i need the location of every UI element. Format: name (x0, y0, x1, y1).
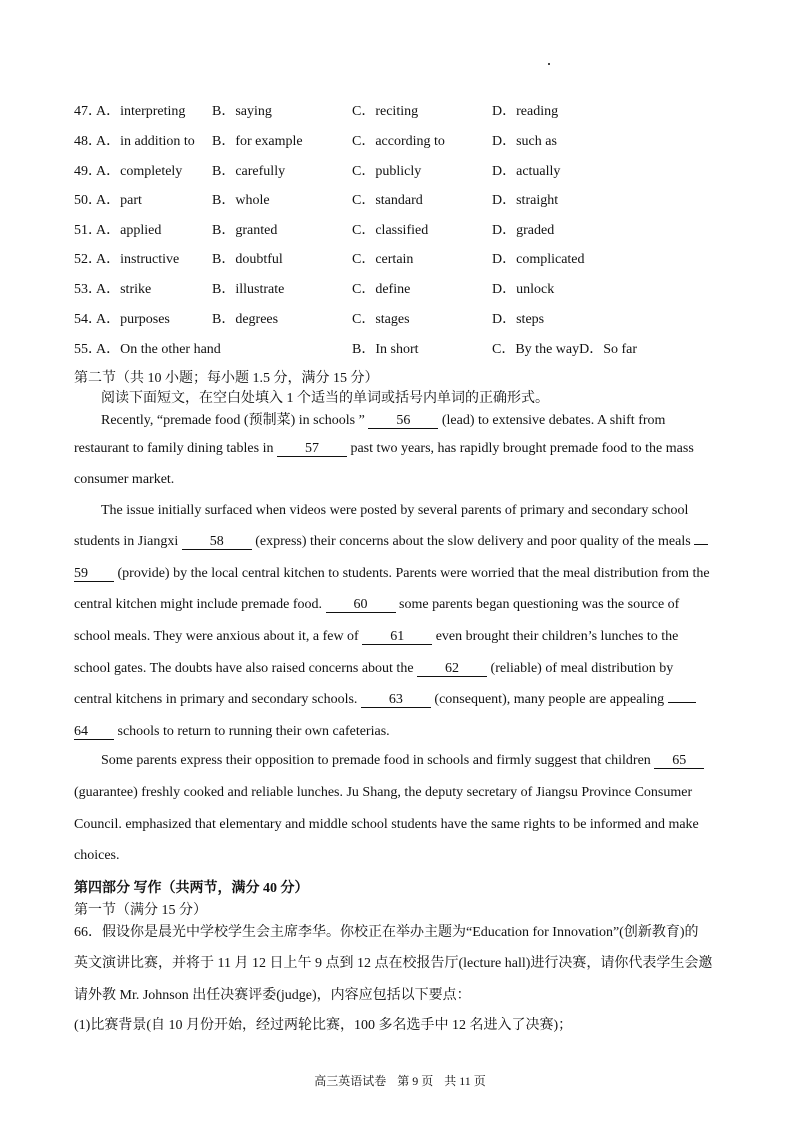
footer-title: 高三英语试卷 (314, 1074, 387, 1088)
passage-line (74, 629, 724, 645)
passage-text: (lead) to extensive debates. A shift from (441, 413, 666, 428)
passage-text: Recently, “premade food (预制菜) in schools ” (101, 413, 365, 428)
blank-61[interactable]: 61 (362, 630, 432, 645)
passage-text: central kitchen might include premade food. (74, 597, 323, 612)
passage-text: Some parents express their opposition to premade food in schools and firmly suggest that children (101, 753, 651, 768)
blank-65[interactable]: 65 (654, 754, 704, 769)
option-d: D．actually (492, 164, 561, 179)
passage-text: even brought their children’s lunches to the (435, 629, 679, 644)
blank-63[interactable]: 63 (361, 693, 431, 708)
option-d: D．steps (492, 312, 545, 327)
question-number: 50． (74, 193, 102, 208)
mc-question-51 (74, 219, 734, 239)
question-number: 51． (74, 223, 102, 238)
option-a: A．instructive (96, 252, 180, 267)
passage-text: central kitchens in primary and secondary schools. (74, 692, 358, 707)
section2-heading: 第二节（共 10 小题；每小题 1.5 分，满分 15 分） (74, 371, 379, 386)
option-a: A．completely (96, 164, 183, 179)
passage-text: (provide) by the local central kitchen to students. Parents were worried that the meal distribution from the (117, 566, 710, 581)
passage-text: students in Jiangxi (74, 534, 179, 549)
passage-line (74, 441, 724, 457)
option-c: C．classified (352, 223, 429, 238)
option-d: D．such as (492, 134, 557, 149)
passage-text: restaurant to family dining tables in (74, 441, 274, 456)
q66-line: 请外教 Mr. Johnson 出任决赛评委(judge)，内容应包括以下要点： (74, 988, 471, 1003)
option-b: B．carefully (212, 164, 286, 179)
mc-question-49 (74, 160, 734, 180)
q66-line: 66．假设你是晨光中学校学生会主席李华。你校正在举办主题为“Education for Innovation”(创新教育)的 (74, 925, 699, 940)
option-d: D．unlock (492, 282, 555, 297)
passage-text: Council. emphasized that elementary and middle school students have the same rights to be informed and make (74, 817, 699, 832)
question-number: 53． (74, 282, 102, 297)
option-d: D．straight (492, 193, 559, 208)
page-footer (0, 1072, 800, 1089)
passage-line (74, 692, 724, 708)
option-a: A．applied (96, 223, 162, 238)
option-b: B．saying (212, 104, 272, 119)
option-c: C．define (352, 282, 411, 297)
option-c: C．publicly (352, 164, 422, 179)
question-number: 55． (74, 342, 102, 357)
option-a: A．On the other hand (96, 342, 221, 357)
passage-text: some parents began questioning was the source of (399, 597, 680, 612)
blank-64[interactable]: 64 (74, 725, 114, 740)
part4-subheading: 第一节（满分 15 分） (74, 903, 207, 918)
option-a: A．in addition to (96, 134, 195, 149)
question-number: 48． (74, 134, 102, 149)
passage-text: (reliable) of meal distribution by (490, 661, 674, 676)
passage-line (101, 753, 751, 769)
part4-heading: 第四部分 写作（共两节，满分 40 分） (74, 881, 309, 896)
blank-60[interactable]: 60 (326, 598, 396, 613)
option-c: C．according to (352, 134, 445, 149)
passage-text: schools to return to running their own cafeterias. (117, 724, 390, 739)
question-number: 52． (74, 252, 102, 267)
blank-57[interactable]: 57 (277, 442, 347, 457)
passage-text: (consequent), many people are appealing (434, 692, 665, 707)
question-number: 49． (74, 164, 102, 179)
option-b: B．for example (212, 134, 303, 149)
option-d: D．reading (492, 104, 559, 119)
option-c: C．standard (352, 193, 423, 208)
blank-56[interactable]: 56 (368, 414, 438, 429)
passage-line (74, 724, 724, 740)
passage-text: consumer market. (74, 472, 175, 487)
passage-text: (guarantee) freshly cooked and reliable lunches. Ju Shang, the deputy secretary of Jiangsu Province Consumer (74, 785, 693, 800)
passage-line (74, 566, 724, 582)
passage-line (74, 817, 724, 833)
mc-question-53 (74, 278, 734, 298)
passage-line (74, 848, 724, 864)
q66-line: (1)比赛背景(自 10 月份开始，经过两轮比赛，100 多名选手中 12 名进入了决赛)； (74, 1018, 573, 1033)
option-d: D．complicated (492, 252, 585, 267)
option-c: C．certain (352, 252, 414, 267)
passage-text: past two years, has rapidly brought premade food to the mass (350, 441, 694, 456)
passage-line (74, 472, 724, 488)
option-a: A．interpreting (96, 104, 186, 119)
option-c: C．stages (352, 312, 410, 327)
passage-line (74, 597, 724, 613)
passage-line (101, 409, 751, 429)
question-number: 47． (74, 104, 102, 119)
option-d: D．graded (492, 223, 555, 238)
blank-58[interactable]: 58 (182, 535, 252, 550)
option-a: A．part (96, 193, 142, 208)
option-b: B．doubtful (212, 252, 283, 267)
option-b: B．granted (212, 223, 278, 238)
option-c-d: C．By the wayD．So far (492, 342, 638, 357)
question-number: 54． (74, 312, 102, 327)
option-a: A．purposes (96, 312, 170, 327)
passage-text: choices. (74, 848, 120, 863)
mc-question-52 (74, 248, 734, 268)
option-b: B．degrees (212, 312, 279, 327)
mc-question-50 (74, 189, 734, 209)
mc-question-48 (74, 130, 734, 150)
section2-instruction: 阅读下面短文，在空白处填入 1 个适当的单词或括号内单词的正确形式。 (101, 391, 549, 406)
footer-total: 共 11 页 (444, 1074, 486, 1088)
passage-text: The issue initially surfaced when videos were posted by several parents of primary and secondary school (101, 503, 689, 518)
mc-question-47 (74, 100, 734, 120)
option-c: C．reciting (352, 104, 419, 119)
footer-page: 第 9 页 (397, 1074, 434, 1088)
scan-dot (548, 63, 550, 65)
q66-line: 英文演讲比赛，并将于 11 月 12 日上午 9 点到 12 点在校报告厅(lecture hall)进行决赛，请你代表学生会邀 (74, 956, 713, 971)
passage-text: (express) their concerns about the slow delivery and poor quality of the meals (255, 534, 691, 549)
option-b: B．whole (212, 193, 270, 208)
blank-59-start[interactable] (694, 544, 708, 545)
passage-text: school meals. They were anxious about it, a few of (74, 629, 359, 644)
option-a: A．strike (96, 282, 152, 297)
option-b: B．illustrate (212, 282, 285, 297)
option-b: B．In short (352, 342, 419, 357)
passage-line (74, 785, 724, 801)
passage-line (74, 661, 724, 677)
mc-question-55 (74, 338, 734, 358)
blank-64-start[interactable] (668, 702, 696, 703)
passage-line (74, 534, 724, 550)
blank-62[interactable]: 62 (417, 662, 487, 677)
passage-line (101, 503, 751, 519)
passage-text: school gates. The doubts have also raised concerns about the (74, 661, 414, 676)
blank-59[interactable]: 59 (74, 567, 114, 582)
mc-question-54 (74, 308, 734, 328)
